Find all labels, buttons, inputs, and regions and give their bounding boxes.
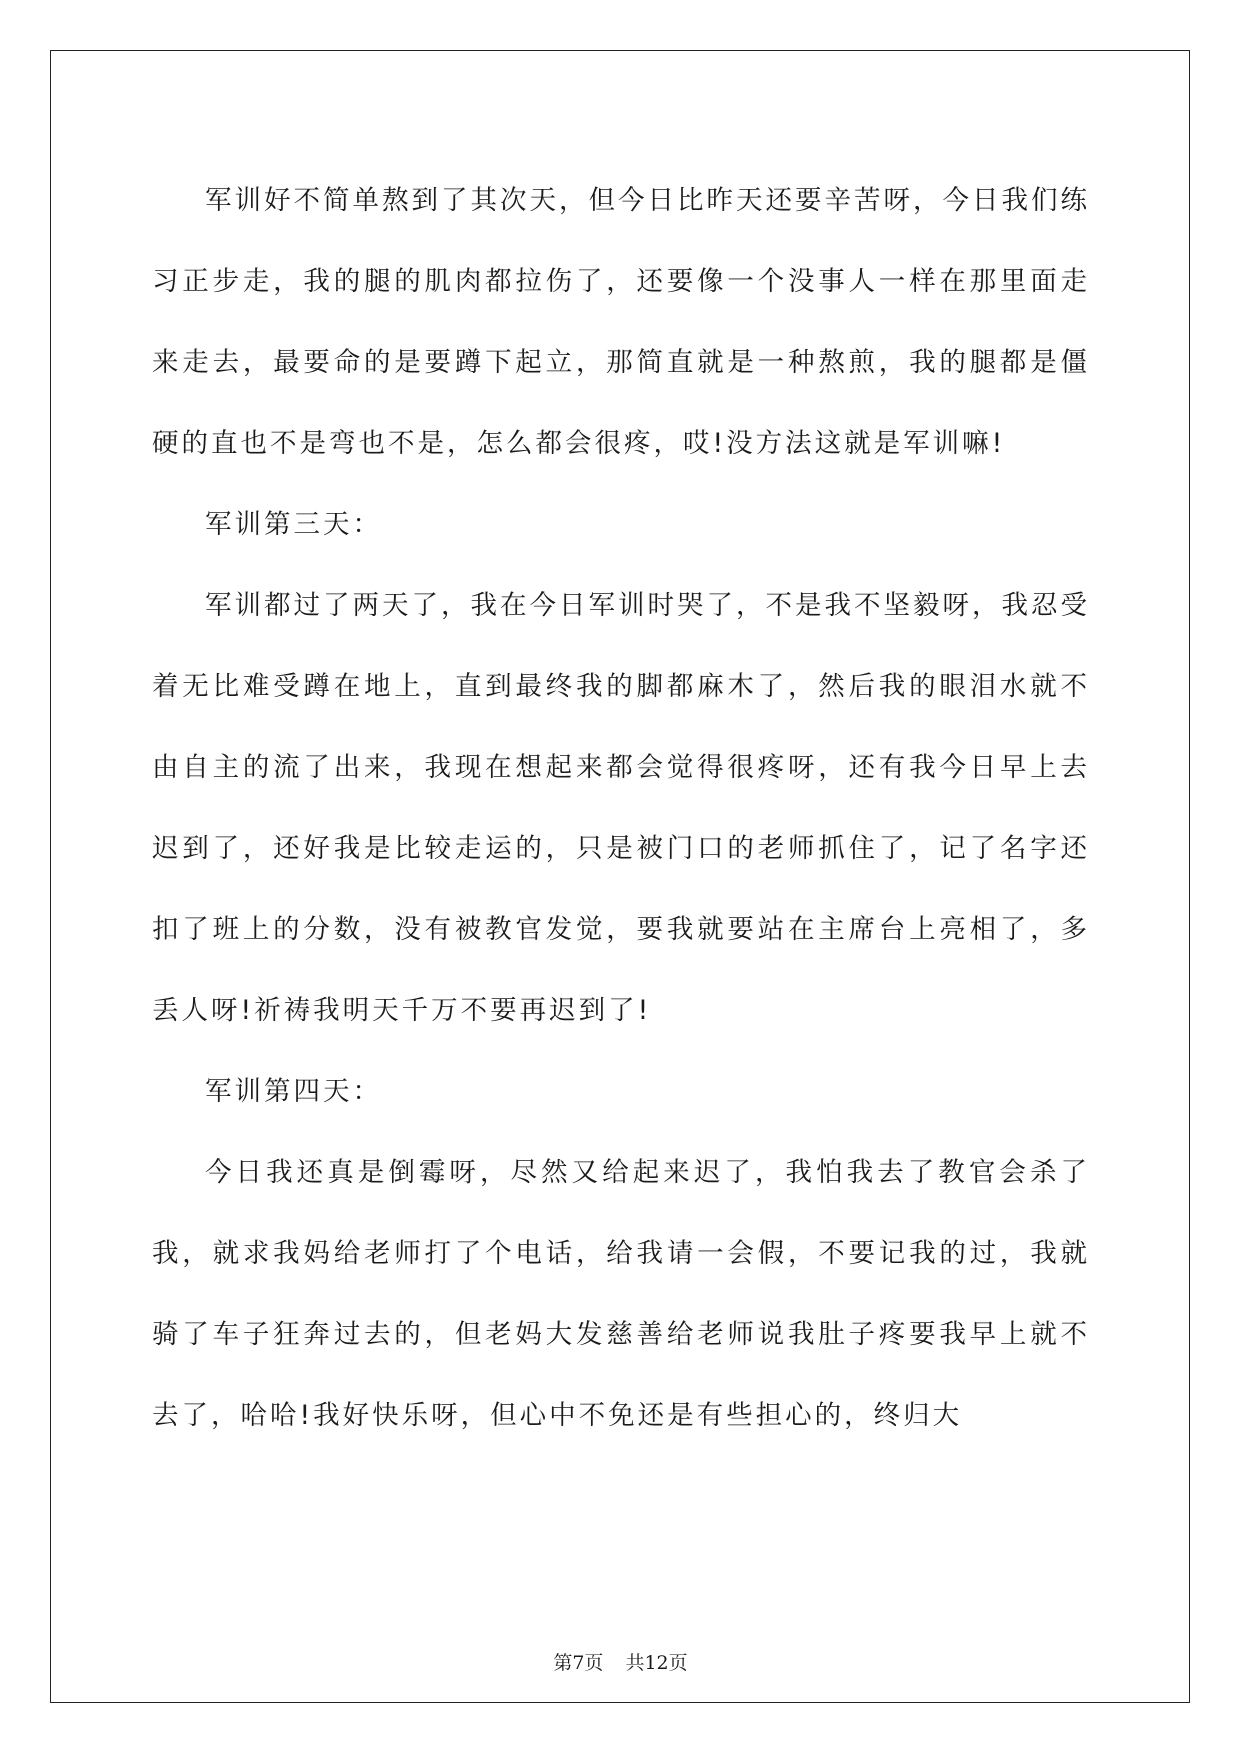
- paragraph-3: 今日我还真是倒霉呀，尽然又给起来迟了，我怕我去了教官会杀了我，就求我妈给老师打了个电话，给我请一会假，不要记我的过，我就骑了车子狂奔过去的，但老妈大发慈善给老师说我肚子疼要我早上就不去了，哈哈!我好快乐呀，但心中不免还是有些担心的，终归大: [152, 1157, 1090, 1431]
- paragraph-2: 军训都过了两天了，我在今日军训时哭了，不是我不坚毅呀，我忍受着无比难受蹲在地上，直到最终我的脚都麻木了，然后我的眼泪水就不由自主的流了出来，我现在想起来都会觉得很疼呀，还有我今日早上去迟到了，还好我是比较走运的，只是被门口的老师抓住了，记了名字还扣了班上的分数，没有被教官发觉，要我就要站在主席台上亮相了，多丢人呀!祈祷我明天千万不要再迟到了!: [152, 590, 1090, 1026]
- document-body: [152, 160, 1090, 1456]
- current-page-label: 第7页: [553, 1652, 604, 1674]
- heading-day-three: 军训第三天：: [205, 509, 382, 540]
- page-footer: [0, 1648, 1241, 1675]
- paragraph-1: 军训好不简单熬到了其次天，但今日比昨天还要辛苦呀，今日我们练习正步走，我的腿的肌肉都拉伤了，还要像一个没事人一样在那里面走来走去，最要命的是要蹲下起立，那简直就是一种熬煎，我的腿都是僵硬的直也不是弯也不是，怎么都会很疼，哎!没方法这就是军训嘛!: [152, 185, 1090, 459]
- total-pages-label: 共12页: [625, 1652, 688, 1674]
- heading-day-four: 军训第四天：: [205, 1076, 382, 1107]
